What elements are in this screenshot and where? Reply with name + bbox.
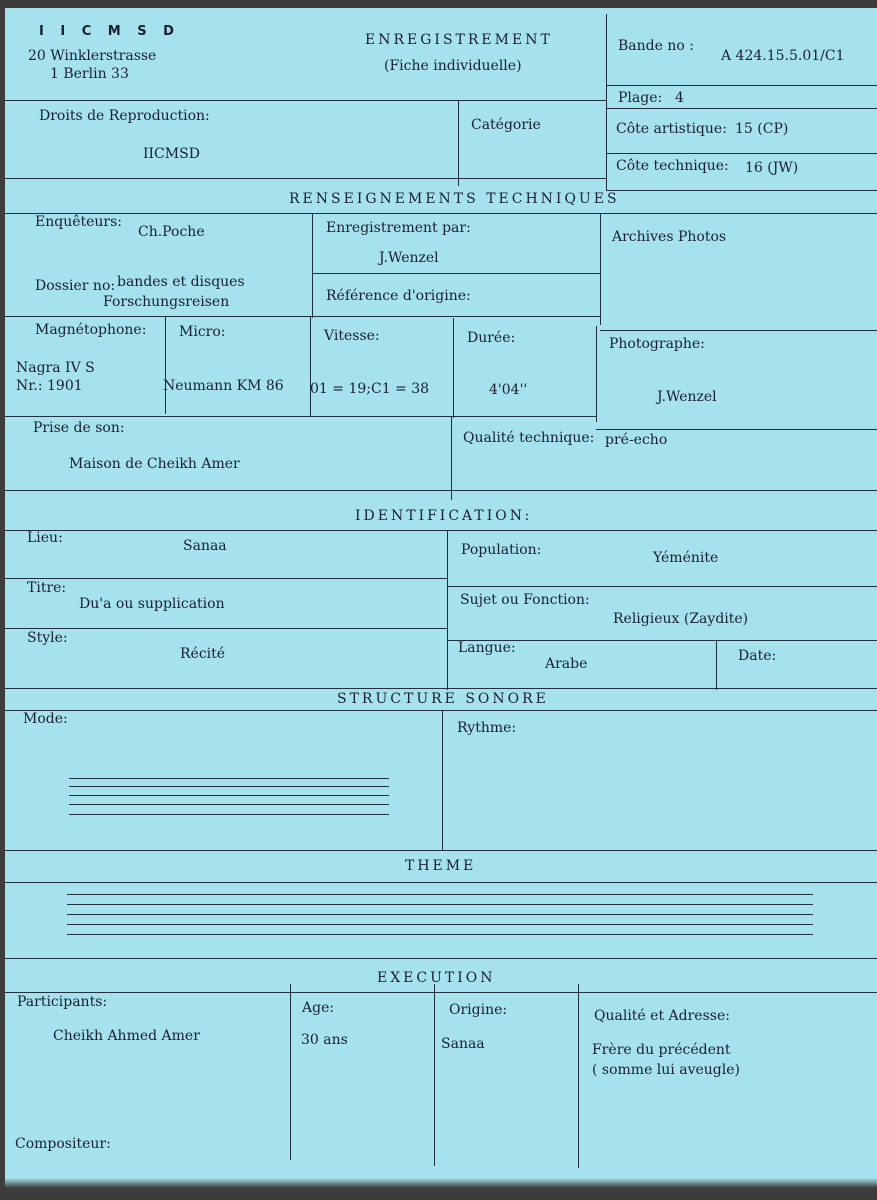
magnetophone-value-2: Nr.: 1901 <box>16 378 83 394</box>
institution-street: 20 Winklerstrasse <box>28 48 157 64</box>
rule <box>5 178 606 179</box>
magnetophone-value-1: Nagra IV S <box>16 360 95 376</box>
enqueteurs-label: Enquêteurs: <box>35 214 123 230</box>
rule <box>451 416 452 500</box>
reference-label: Référence d'origine: <box>326 288 471 304</box>
rule <box>5 213 877 214</box>
cote-artistique-label: Côte artistique: <box>616 121 727 137</box>
population-value: Yéménite <box>653 550 719 566</box>
rule <box>596 429 877 430</box>
staff-line <box>67 924 813 925</box>
sujet-label: Sujet ou Fonction: <box>460 592 590 608</box>
langue-label: Langue: <box>458 640 516 656</box>
rule <box>312 273 600 274</box>
rule <box>5 316 600 317</box>
rule <box>5 530 877 531</box>
rule <box>606 85 877 86</box>
institution-city: 1 Berlin 33 <box>50 66 129 82</box>
rule <box>578 984 579 1168</box>
rule <box>606 190 877 191</box>
bande-value: A 424.15.5.01/C1 <box>721 48 845 64</box>
enregistrement-par-label: Enregistrement par: <box>326 220 471 236</box>
rule <box>290 984 291 1160</box>
photographe-value: J.Wenzel <box>657 389 717 405</box>
rule <box>5 710 877 711</box>
micro-label: Micro: <box>179 324 226 340</box>
categorie-label: Catégorie <box>471 117 541 133</box>
staff-line <box>67 934 813 935</box>
lieu-value: Sanaa <box>183 538 227 554</box>
style-label: Style: <box>27 630 68 646</box>
rule <box>5 882 877 883</box>
droits-label: Droits de Reproduction: <box>39 108 210 124</box>
staff-line <box>69 804 389 805</box>
prise-label: Prise de son: <box>33 420 125 436</box>
age-value: 30 ans <box>301 1032 348 1048</box>
rule <box>165 316 166 414</box>
rule <box>310 316 311 416</box>
rule <box>447 586 877 587</box>
technical-section-title: RENSEIGNEMENTS TECHNIQUES <box>289 191 620 207</box>
staff-line <box>67 914 813 915</box>
rule <box>312 213 313 318</box>
titre-label: Titre: <box>27 580 67 596</box>
photographe-label: Photographe: <box>609 336 705 352</box>
magnetophone-label: Magnétophone: <box>35 322 147 338</box>
structure-section-title: STRUCTURE SONORE <box>337 691 549 707</box>
mode-label: Mode: <box>23 711 68 727</box>
header-divider <box>606 14 607 108</box>
enqueteurs-value: Ch.Poche <box>138 224 205 240</box>
qualite-adresse-value-2: ( somme lui aveugle) <box>592 1062 740 1078</box>
rule <box>458 100 459 186</box>
institution-name: I I C M S D <box>39 24 180 39</box>
rule <box>606 108 607 190</box>
staff-line <box>69 778 389 779</box>
rule <box>5 992 877 993</box>
langue-value: Arabe <box>545 656 588 672</box>
execution-section-title: EXECUTION <box>377 970 496 986</box>
vitesse-value: 01 = 19;C1 = 38 <box>310 381 430 397</box>
cote-artistique-value: 15 (CP) <box>735 121 789 137</box>
staff-line <box>67 904 813 905</box>
lieu-label: Lieu: <box>27 530 63 546</box>
vitesse-label: Vitesse: <box>324 328 380 344</box>
bande-label: Bande no : <box>618 38 694 54</box>
rule <box>600 330 877 331</box>
staff-line <box>69 786 389 787</box>
dossier-value-1: bandes et disques <box>117 274 245 290</box>
form-subtitle: (Fiche individuelle) <box>384 58 522 74</box>
plage-value: 4 <box>675 90 684 106</box>
dossier-label: Dossier no: <box>35 278 116 294</box>
staff-line <box>67 894 813 895</box>
recording-form-card <box>5 8 877 1188</box>
cote-technique-value: 16 (JW) <box>745 160 799 176</box>
qualite-adresse-value-1: Frère du précédent <box>592 1042 731 1058</box>
prise-value: Maison de Cheikh Amer <box>69 456 240 472</box>
form-title: ENREGISTREMENT <box>365 32 553 48</box>
rule <box>5 578 447 579</box>
compositeur-label: Compositeur: <box>15 1136 111 1152</box>
cote-technique-label: Côte technique: <box>616 158 729 174</box>
archives-label: Archives Photos <box>612 229 727 245</box>
rule <box>596 326 597 422</box>
rule <box>5 850 877 851</box>
enregistrement-par-value: J.Wenzel <box>379 250 439 266</box>
droits-value: IICMSD <box>143 146 200 162</box>
date-label: Date: <box>738 648 777 664</box>
identification-section-title: IDENTIFICATION: <box>355 508 533 524</box>
titre-value: Du'a ou supplication <box>79 596 225 612</box>
style-value: Récité <box>180 646 226 662</box>
plage-label: Plage: <box>618 90 663 106</box>
qualite-technique-value: pré-echo <box>605 432 668 448</box>
rule <box>606 108 877 109</box>
rule <box>5 490 877 491</box>
rule <box>447 530 448 690</box>
population-label: Population: <box>461 542 542 558</box>
duree-value: 4'04'' <box>489 382 528 398</box>
rule <box>5 688 877 689</box>
qualite-technique-label: Qualité technique: <box>463 430 595 446</box>
participants-value: Cheikh Ahmed Amer <box>53 1028 200 1044</box>
origine-label: Origine: <box>449 1002 508 1018</box>
rythme-label: Rythme: <box>457 720 517 736</box>
rule <box>442 710 443 850</box>
rule <box>5 416 597 417</box>
rule <box>5 628 447 629</box>
participants-label: Participants: <box>17 994 108 1010</box>
rule <box>5 100 606 101</box>
rule <box>600 213 601 325</box>
rule <box>716 640 717 690</box>
qualite-adresse-label: Qualité et Adresse: <box>594 1008 730 1024</box>
rule <box>434 984 435 1166</box>
rule <box>606 153 877 154</box>
sujet-value: Religieux (Zaydite) <box>613 611 749 627</box>
dossier-value-2: Forschungsreisen <box>103 294 230 310</box>
theme-section-title: THEME <box>405 858 477 874</box>
staff-line <box>69 814 389 815</box>
duree-label: Durée: <box>467 330 516 346</box>
micro-value: Neumann KM 86 <box>163 378 284 394</box>
staff-line <box>69 795 389 796</box>
origine-value: Sanaa <box>441 1036 485 1052</box>
rule <box>453 318 454 418</box>
age-label: Age: <box>302 1000 335 1016</box>
rule <box>5 958 877 959</box>
